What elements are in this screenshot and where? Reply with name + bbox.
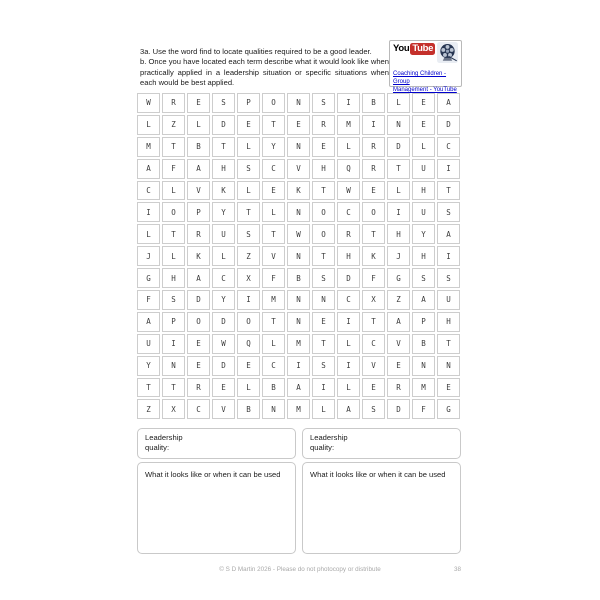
grid-cell: T [162,137,185,157]
grid-cell: S [237,159,260,179]
grid-cell: V [212,399,235,419]
grid-cell: A [137,312,160,332]
grid-cell: L [237,181,260,201]
grid-cell: O [312,202,335,222]
grid-cell: S [212,93,235,113]
grid-cell: Y [137,356,160,376]
grid-cell: X [237,268,260,288]
grid-cell: T [162,378,185,398]
grid-cell: Y [412,224,435,244]
grid-cell: H [412,181,435,201]
description-box-2[interactable] [302,462,461,554]
grid-cell: T [312,181,335,201]
grid-cell: T [262,312,285,332]
grid-cell: I [312,378,335,398]
grid-cell: O [362,202,385,222]
grid-cell: E [437,378,460,398]
grid-cell: W [137,93,160,113]
grid-cell: O [187,312,210,332]
grid-cell: O [162,202,185,222]
grid-cell: Q [237,334,260,354]
grid-cell: S [412,268,435,288]
page-number: 38 [453,566,461,573]
grid-cell: N [162,356,185,376]
grid-cell: D [387,399,410,419]
youtube-logo-tube: Tube [412,43,434,54]
wordsearch-grid [137,93,460,419]
grid-cell: Z [137,399,160,419]
grid-cell: P [187,202,210,222]
grid-cell: G [387,268,410,288]
grid-cell: I [437,159,460,179]
grid-cell: L [337,334,360,354]
grid-cell: B [362,93,385,113]
grid-cell: A [412,290,435,310]
grid-cell: V [262,246,285,266]
grid-cell: T [262,224,285,244]
grid-cell: I [137,202,160,222]
grid-cell: M [412,378,435,398]
youtube-link-line-1: Coaching Children - Group [393,71,447,85]
grid-cell: T [437,181,460,201]
quality-label-line-1: Leadership [310,433,348,442]
grid-cell: T [162,224,185,244]
grid-cell: T [237,202,260,222]
grid-cell: L [187,115,210,135]
grid-cell: Z [237,246,260,266]
grid-cell: D [212,356,235,376]
grid-cell: N [287,93,310,113]
grid-cell: I [337,312,360,332]
grid-cell: B [237,399,260,419]
grid-cell: O [262,93,285,113]
grid-cell: C [262,159,285,179]
grid-cell: I [287,356,310,376]
description-label: What it looks like or when it can be used [145,470,281,479]
grid-cell: A [287,378,310,398]
grid-cell: S [312,356,335,376]
grid-cell: L [412,137,435,157]
grid-cell: E [212,378,235,398]
grid-cell: V [187,181,210,201]
grid-cell: R [187,378,210,398]
youtube-link-line-2: Management - YouTube [393,87,457,93]
grid-cell: L [162,181,185,201]
grid-cell: J [137,246,160,266]
grid-cell: V [387,334,410,354]
grid-cell: R [387,378,410,398]
grid-cell: H [162,268,185,288]
grid-cell: T [437,334,460,354]
grid-cell: L [162,246,185,266]
grid-cell: Y [262,137,285,157]
answer-column-2 [302,428,461,554]
grid-cell: E [187,356,210,376]
grid-cell: W [337,181,360,201]
grid-cell: C [262,356,285,376]
grid-cell: P [162,312,185,332]
grid-cell: U [137,334,160,354]
grid-cell: R [362,137,385,157]
grid-cell: E [187,334,210,354]
grid-cell: U [412,159,435,179]
grid-cell: Z [387,290,410,310]
grid-cell: E [312,312,335,332]
grid-cell: D [387,137,410,157]
grid-cell: T [137,378,160,398]
grid-cell: L [312,399,335,419]
instruction-line-b: b. Once you have located each term describe what it would look like when practically applied in a leadership situation or specific situations when each would be best applied. [140,57,389,88]
grid-cell: K [212,181,235,201]
grid-cell: T [362,312,385,332]
grid-cell: B [412,334,435,354]
grid-cell: C [137,181,160,201]
grid-cell: I [337,93,360,113]
grid-cell: L [337,137,360,157]
grid-cell: I [387,202,410,222]
grid-cell: U [212,224,235,244]
youtube-logo [393,43,435,54]
grid-cell: H [212,159,235,179]
grid-cell: G [437,399,460,419]
grid-cell: F [362,268,385,288]
leadership-quality-box-1[interactable] [137,428,296,459]
youtube-logo-you: You [393,43,410,54]
grid-cell: L [262,202,285,222]
film-reel-icon [437,42,458,68]
grid-cell: Y [212,202,235,222]
grid-cell: B [187,137,210,157]
grid-cell: N [287,246,310,266]
grid-cell: O [237,312,260,332]
grid-cell: F [412,399,435,419]
grid-cell: N [312,290,335,310]
grid-cell: S [162,290,185,310]
grid-cell: S [437,202,460,222]
grid-cell: A [187,159,210,179]
copyright-text: © S D Martin 2026 - Please do not photocopy or distribute [219,566,381,573]
grid-cell: C [337,202,360,222]
grid-cell: M [287,334,310,354]
grid-cell: H [387,224,410,244]
grid-cell: K [187,246,210,266]
grid-cell: B [262,378,285,398]
grid-cell: N [287,202,310,222]
grid-cell: N [437,356,460,376]
grid-cell: X [362,290,385,310]
grid-cell: C [362,334,385,354]
grid-cell: I [362,115,385,135]
grid-cell: E [362,378,385,398]
grid-cell: R [362,159,385,179]
grid-cell: D [337,268,360,288]
grid-cell: D [187,290,210,310]
grid-cell: C [337,290,360,310]
grid-cell: A [187,268,210,288]
quality-label-line-2: quality: [145,443,170,452]
grid-cell: K [287,181,310,201]
grid-cell: F [162,159,185,179]
grid-cell: T [312,246,335,266]
grid-cell: Y [212,290,235,310]
grid-cell: T [312,334,335,354]
grid-cell: H [312,159,335,179]
instructions-text [140,47,389,89]
grid-cell: S [437,268,460,288]
grid-cell: E [262,181,285,201]
grid-cell: E [362,181,385,201]
grid-cell: E [187,93,210,113]
grid-cell: E [412,93,435,113]
grid-cell: Z [162,115,185,135]
grid-cell: C [212,268,235,288]
grid-cell: M [287,399,310,419]
grid-cell: U [437,290,460,310]
grid-cell: B [287,268,310,288]
grid-cell: W [212,334,235,354]
grid-cell: N [262,399,285,419]
quality-label-line-2: quality: [310,443,335,452]
grid-cell: H [337,246,360,266]
grid-cell: A [337,399,360,419]
grid-cell: E [237,115,260,135]
grid-cell: N [287,290,310,310]
grid-cell: J [387,246,410,266]
description-box-1[interactable] [137,462,296,554]
grid-cell: D [212,312,235,332]
grid-cell: L [237,378,260,398]
grid-cell: T [362,224,385,244]
grid-cell: X [162,399,185,419]
grid-cell: N [287,137,310,157]
grid-cell: N [412,356,435,376]
grid-cell: E [312,137,335,157]
grid-cell: S [312,93,335,113]
grid-cell: C [437,137,460,157]
grid-cell: L [212,246,235,266]
grid-cell: S [312,268,335,288]
grid-cell: M [137,137,160,157]
grid-cell: R [337,224,360,244]
grid-cell: L [262,334,285,354]
grid-cell: M [337,115,360,135]
grid-cell: V [362,356,385,376]
grid-cell: R [187,224,210,244]
grid-cell: N [287,312,310,332]
grid-cell: D [212,115,235,135]
grid-cell: A [387,312,410,332]
grid-cell: H [412,246,435,266]
quality-label-line-1: Leadership [145,433,183,442]
grid-cell: A [437,93,460,113]
grid-cell: R [312,115,335,135]
grid-cell: A [137,159,160,179]
leadership-quality-box-2[interactable] [302,428,461,459]
grid-cell: A [437,224,460,244]
grid-cell: F [137,290,160,310]
grid-cell: E [412,115,435,135]
grid-cell: V [287,159,310,179]
grid-cell: M [262,290,285,310]
youtube-link[interactable] [393,70,458,94]
grid-cell: C [187,399,210,419]
grid-cell: G [137,268,160,288]
instruction-line-a: 3a. Use the word find to locate qualities required to be a good leader. [140,47,372,56]
grid-cell: U [412,202,435,222]
grid-cell: I [337,356,360,376]
grid-cell: K [362,246,385,266]
grid-cell: L [337,378,360,398]
grid-cell: H [437,312,460,332]
grid-cell: I [237,290,260,310]
answer-column-1 [137,428,296,554]
grid-cell: T [387,159,410,179]
grid-cell: L [137,115,160,135]
grid-cell: T [262,115,285,135]
grid-cell: L [137,224,160,244]
grid-cell: E [387,356,410,376]
grid-cell: S [237,224,260,244]
grid-cell: E [237,356,260,376]
grid-cell: L [237,137,260,157]
grid-cell: D [437,115,460,135]
grid-cell: I [437,246,460,266]
grid-cell: T [212,137,235,157]
grid-cell: R [162,93,185,113]
youtube-panel [389,40,462,93]
description-label: What it looks like or when it can be used [310,470,446,479]
grid-cell: F [262,268,285,288]
grid-cell: S [362,399,385,419]
grid-cell: P [237,93,260,113]
grid-cell: Q [337,159,360,179]
grid-cell: N [387,115,410,135]
grid-cell: L [387,93,410,113]
grid-cell: P [412,312,435,332]
grid-cell: I [162,334,185,354]
grid-cell: L [387,181,410,201]
grid-cell: O [312,224,335,244]
grid-cell: W [287,224,310,244]
page-footer [0,566,600,573]
grid-cell: E [287,115,310,135]
